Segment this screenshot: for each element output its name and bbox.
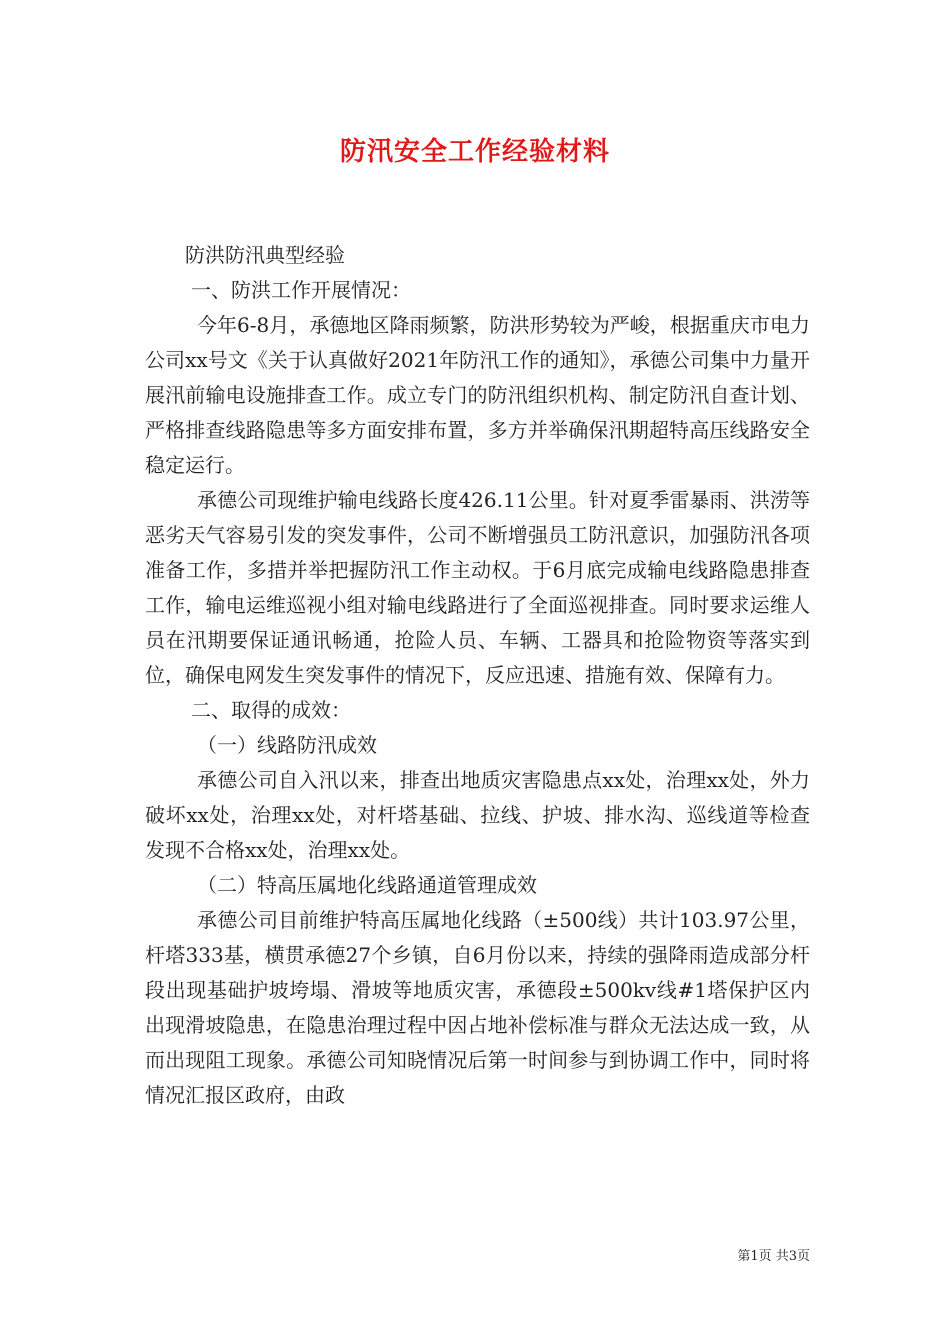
body-paragraph: 承德公司现维护输电线路长度426.11公里。针对夏季雷暴雨、洪涝等恶劣天气容易引发的突发事件，公司不断增强员工防汛意识，加强防汛各项准备工作，多措并举把握防汛工作主动权。于6月底完成输电线路隐患排查工作，输电运维巡视小组对输电线路进行了全面巡视排查。同时要求运维人员在汛期要保证通讯畅通，抢险人员、车辆、工器具和抢险物资等落实到位，确保电网发生突发事件的情况下，反应迅速、措施有效、保障有力。 xyxy=(145,488,810,687)
subsection-heading: （一）线路防汛成效 xyxy=(197,733,377,757)
page-number: 第1页 共3页 xyxy=(737,1249,810,1264)
section-heading: 防洪防汛典型经验 xyxy=(185,243,345,267)
document-title: 防汛安全工作经验材料 xyxy=(339,137,610,167)
body-paragraph: 承德公司目前维护特高压属地化线路（±500线）共计103.97公里，杆塔333基，横贯承德27个乡镇，自6月份以来，持续的强降雨造成部分杆段出现基础护坡垮塌、滑坡等地质灾害，承德段±500kv线#1塔保护区内出现滑坡隐患，在隐患治理过程中因占地补偿标准与群众无法达成一致，从而出现阻工现象。承德公司知晓情况后第一时间参与到协调工作中，同时将情况汇报区政府，由政 xyxy=(145,908,810,1107)
subsection-heading: （二）特高压属地化线路通道管理成效 xyxy=(197,873,537,897)
section-heading: 二、取得的成效： xyxy=(191,698,351,722)
document-body xyxy=(145,238,810,1113)
body-paragraph: 承德公司自入汛以来，排查出地质灾害隐患点xx处，治理xx处，外力破坏xx处，治理xx处，对杆塔基础、拉线、护坡、排水沟、巡线道等检查发现不合格xx处，治理xx处。 xyxy=(145,768,810,862)
body-paragraph: 今年6-8月，承德地区降雨频繁，防洪形势较为严峻，根据重庆市电力公司xx号文《关于认真做好2021年防汛工作的通知》，承德公司集中力量开展汛前输电设施排查工作。成立专门的防汛组织机构、制定防汛自查计划、严格排查线路隐患等多方面安排布置，多方并举确保汛期超特高压线路安全稳定运行。 xyxy=(145,313,810,477)
section-heading: 一、防洪工作开展情况： xyxy=(191,278,411,302)
